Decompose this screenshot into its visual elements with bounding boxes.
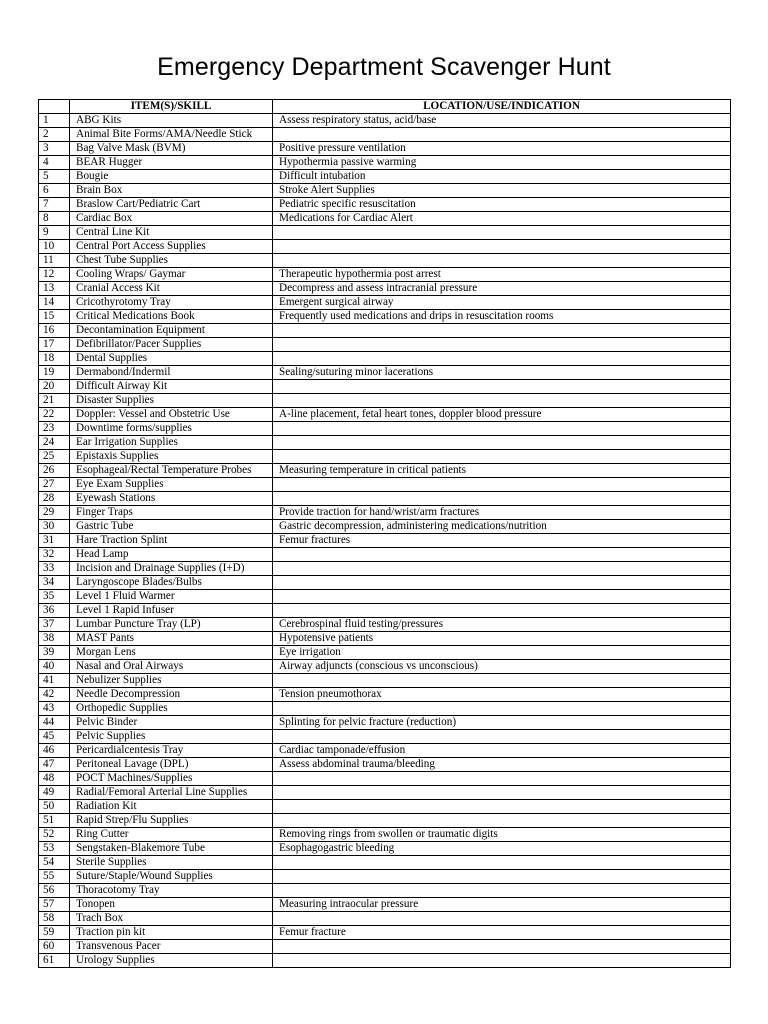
table-row <box>39 296 731 310</box>
table-row <box>39 590 731 604</box>
row-number: 58 <box>39 912 70 926</box>
row-number: 5 <box>39 170 70 184</box>
item-skill-cell: Eye Exam Supplies <box>70 478 273 492</box>
table-row <box>39 324 731 338</box>
table-row <box>39 632 731 646</box>
row-number: 40 <box>39 660 70 674</box>
row-number: 7 <box>39 198 70 212</box>
row-number: 13 <box>39 282 70 296</box>
location-use-cell: Esophagogastric bleeding <box>273 842 731 856</box>
header-item-skill: ITEM(S)/SKILL <box>70 100 273 114</box>
location-use-cell: Tension pneumothorax <box>273 688 731 702</box>
table-row <box>39 870 731 884</box>
table-row <box>39 716 731 730</box>
row-number: 6 <box>39 184 70 198</box>
location-use-cell: Gastric decompression, administering medications/nutrition <box>273 520 731 534</box>
row-number: 25 <box>39 450 70 464</box>
location-use-cell: Difficult intubation <box>273 170 731 184</box>
table-row <box>39 814 731 828</box>
location-use-cell <box>273 954 731 968</box>
row-number: 59 <box>39 926 70 940</box>
table-row <box>39 184 731 198</box>
row-number: 33 <box>39 562 70 576</box>
row-number: 38 <box>39 632 70 646</box>
table-row <box>39 268 731 282</box>
item-skill-cell: MAST Pants <box>70 632 273 646</box>
header-location-use-indication: LOCATION/USE/INDICATION <box>273 100 731 114</box>
item-skill-cell: Disaster Supplies <box>70 394 273 408</box>
location-use-cell <box>273 800 731 814</box>
table-row <box>39 534 731 548</box>
header-number <box>39 100 70 114</box>
row-number: 44 <box>39 716 70 730</box>
item-skill-cell: Decontamination Equipment <box>70 324 273 338</box>
item-skill-cell: Downtime forms/supplies <box>70 422 273 436</box>
table-row <box>39 170 731 184</box>
row-number: 32 <box>39 548 70 562</box>
item-skill-cell: Gastric Tube <box>70 520 273 534</box>
location-use-cell <box>273 422 731 436</box>
row-number: 22 <box>39 408 70 422</box>
row-number: 14 <box>39 296 70 310</box>
table-row <box>39 772 731 786</box>
table-row <box>39 842 731 856</box>
location-use-cell <box>273 730 731 744</box>
location-use-cell: Hypothermia passive warming <box>273 156 731 170</box>
row-number: 53 <box>39 842 70 856</box>
table-row <box>39 604 731 618</box>
table-row <box>39 786 731 800</box>
item-skill-cell: Defibrillator/Pacer Supplies <box>70 338 273 352</box>
table-row <box>39 282 731 296</box>
item-skill-cell: Brain Box <box>70 184 273 198</box>
table-row <box>39 926 731 940</box>
item-skill-cell: Central Line Kit <box>70 226 273 240</box>
location-use-cell: Provide traction for hand/wrist/arm fractures <box>273 506 731 520</box>
location-use-cell: Positive pressure ventilation <box>273 142 731 156</box>
item-skill-cell: Braslow Cart/Pediatric Cart <box>70 198 273 212</box>
item-skill-cell: Critical Medications Book <box>70 310 273 324</box>
row-number: 28 <box>39 492 70 506</box>
location-use-cell <box>273 702 731 716</box>
item-skill-cell: Level 1 Rapid Infuser <box>70 604 273 618</box>
table-row <box>39 576 731 590</box>
location-use-cell <box>273 436 731 450</box>
item-skill-cell: ABG Kits <box>70 114 273 128</box>
item-skill-cell: Central Port Access Supplies <box>70 240 273 254</box>
location-use-cell: Frequently used medications and drips in resuscitation rooms <box>273 310 731 324</box>
row-number: 24 <box>39 436 70 450</box>
scavenger-hunt-table <box>38 99 731 968</box>
table-row <box>39 954 731 968</box>
item-skill-cell: Cranial Access Kit <box>70 282 273 296</box>
location-use-cell <box>273 492 731 506</box>
item-skill-cell: Difficult Airway Kit <box>70 380 273 394</box>
item-skill-cell: Sterile Supplies <box>70 856 273 870</box>
table-row <box>39 338 731 352</box>
item-skill-cell: Ear Irrigation Supplies <box>70 436 273 450</box>
row-number: 47 <box>39 758 70 772</box>
location-use-cell <box>273 450 731 464</box>
row-number: 46 <box>39 744 70 758</box>
location-use-cell: Pediatric specific resuscitation <box>273 198 731 212</box>
item-skill-cell: Nebulizer Supplies <box>70 674 273 688</box>
table-row <box>39 856 731 870</box>
item-skill-cell: Doppler: Vessel and Obstetric Use <box>70 408 273 422</box>
row-number: 50 <box>39 800 70 814</box>
item-skill-cell: Laryngoscope Blades/Bulbs <box>70 576 273 590</box>
row-number: 16 <box>39 324 70 338</box>
item-skill-cell: Pelvic Supplies <box>70 730 273 744</box>
item-skill-cell: Hare Traction Splint <box>70 534 273 548</box>
row-number: 31 <box>39 534 70 548</box>
location-use-cell: Therapeutic hypothermia post arrest <box>273 268 731 282</box>
item-skill-cell: Pericardialcentesis Tray <box>70 744 273 758</box>
location-use-cell: Splinting for pelvic fracture (reduction) <box>273 716 731 730</box>
table-row <box>39 114 731 128</box>
table-row <box>39 310 731 324</box>
location-use-cell: Assess abdominal trauma/bleeding <box>273 758 731 772</box>
table-header-row <box>39 100 731 114</box>
table-row <box>39 492 731 506</box>
row-number: 27 <box>39 478 70 492</box>
location-use-cell <box>273 772 731 786</box>
table-row <box>39 142 731 156</box>
table-row <box>39 520 731 534</box>
location-use-cell <box>273 352 731 366</box>
row-number: 26 <box>39 464 70 478</box>
item-skill-cell: POCT Machines/Supplies <box>70 772 273 786</box>
location-use-cell <box>273 856 731 870</box>
row-number: 51 <box>39 814 70 828</box>
item-skill-cell: Peritoneal Lavage (DPL) <box>70 758 273 772</box>
location-use-cell: Cerebrospinal fluid testing/pressures <box>273 618 731 632</box>
table-row <box>39 422 731 436</box>
location-use-cell <box>273 478 731 492</box>
location-use-cell <box>273 324 731 338</box>
location-use-cell <box>273 254 731 268</box>
table-body <box>39 114 731 968</box>
table-row <box>39 730 731 744</box>
item-skill-cell: Head Lamp <box>70 548 273 562</box>
table-row <box>39 646 731 660</box>
location-use-cell <box>273 940 731 954</box>
table-row <box>39 198 731 212</box>
item-skill-cell: Animal Bite Forms/AMA/Needle Stick <box>70 128 273 142</box>
location-use-cell <box>273 590 731 604</box>
item-skill-cell: Thoracotomy Tray <box>70 884 273 898</box>
table-row <box>39 912 731 926</box>
item-skill-cell: Sengstaken-Blakemore Tube <box>70 842 273 856</box>
item-skill-cell: Finger Traps <box>70 506 273 520</box>
row-number: 15 <box>39 310 70 324</box>
table-row <box>39 156 731 170</box>
row-number: 37 <box>39 618 70 632</box>
location-use-cell: Sealing/suturing minor lacerations <box>273 366 731 380</box>
row-number: 36 <box>39 604 70 618</box>
item-skill-cell: BEAR Hugger <box>70 156 273 170</box>
table-row <box>39 940 731 954</box>
location-use-cell: Assess respiratory status, acid/base <box>273 114 731 128</box>
item-skill-cell: Bougie <box>70 170 273 184</box>
row-number: 29 <box>39 506 70 520</box>
item-skill-cell: Eyewash Stations <box>70 492 273 506</box>
item-skill-cell: Chest Tube Supplies <box>70 254 273 268</box>
table-row <box>39 674 731 688</box>
item-skill-cell: Cooling Wraps/ Gaymar <box>70 268 273 282</box>
location-use-cell <box>273 786 731 800</box>
item-skill-cell: Urology Supplies <box>70 954 273 968</box>
item-skill-cell: Bag Valve Mask (BVM) <box>70 142 273 156</box>
item-skill-cell: Tonopen <box>70 898 273 912</box>
location-use-cell <box>273 870 731 884</box>
item-skill-cell: Dermabond/Indermil <box>70 366 273 380</box>
table-row <box>39 408 731 422</box>
location-use-cell <box>273 674 731 688</box>
location-use-cell: Stroke Alert Supplies <box>273 184 731 198</box>
row-number: 57 <box>39 898 70 912</box>
row-number: 8 <box>39 212 70 226</box>
location-use-cell: Cardiac tamponade/effusion <box>273 744 731 758</box>
item-skill-cell: Level 1 Fluid Warmer <box>70 590 273 604</box>
table-row <box>39 436 731 450</box>
row-number: 9 <box>39 226 70 240</box>
table-row <box>39 352 731 366</box>
location-use-cell: Femur fractures <box>273 534 731 548</box>
item-skill-cell: Transvenous Pacer <box>70 940 273 954</box>
table-row <box>39 478 731 492</box>
location-use-cell <box>273 604 731 618</box>
row-number: 10 <box>39 240 70 254</box>
row-number: 39 <box>39 646 70 660</box>
row-number: 60 <box>39 940 70 954</box>
item-skill-cell: Ring Cutter <box>70 828 273 842</box>
row-number: 34 <box>39 576 70 590</box>
table-row <box>39 240 731 254</box>
table-row <box>39 688 731 702</box>
row-number: 49 <box>39 786 70 800</box>
table-row <box>39 744 731 758</box>
table-row <box>39 884 731 898</box>
location-use-cell: Removing rings from swollen or traumatic digits <box>273 828 731 842</box>
table-row <box>39 618 731 632</box>
item-skill-cell: Morgan Lens <box>70 646 273 660</box>
row-number: 19 <box>39 366 70 380</box>
row-number: 56 <box>39 884 70 898</box>
row-number: 18 <box>39 352 70 366</box>
location-use-cell: Airway adjuncts (conscious vs unconscious) <box>273 660 731 674</box>
table-row <box>39 366 731 380</box>
row-number: 35 <box>39 590 70 604</box>
location-use-cell <box>273 576 731 590</box>
item-skill-cell: Nasal and Oral Airways <box>70 660 273 674</box>
item-skill-cell: Incision and Drainage Supplies (I+D) <box>70 562 273 576</box>
item-skill-cell: Traction pin kit <box>70 926 273 940</box>
table-row <box>39 660 731 674</box>
location-use-cell <box>273 548 731 562</box>
row-number: 54 <box>39 856 70 870</box>
location-use-cell: Eye irrigation <box>273 646 731 660</box>
item-skill-cell: Epistaxis Supplies <box>70 450 273 464</box>
table-row <box>39 254 731 268</box>
row-number: 52 <box>39 828 70 842</box>
location-use-cell: Measuring temperature in critical patients <box>273 464 731 478</box>
row-number: 1 <box>39 114 70 128</box>
item-skill-cell: Radiation Kit <box>70 800 273 814</box>
location-use-cell <box>273 884 731 898</box>
item-skill-cell: Dental Supplies <box>70 352 273 366</box>
item-skill-cell: Rapid Strep/Flu Supplies <box>70 814 273 828</box>
item-skill-cell: Needle Decompression <box>70 688 273 702</box>
location-use-cell <box>273 912 731 926</box>
item-skill-cell: Cricothyrotomy Tray <box>70 296 273 310</box>
table-row <box>39 562 731 576</box>
table-row <box>39 548 731 562</box>
item-skill-cell: Radial/Femoral Arterial Line Supplies <box>70 786 273 800</box>
location-use-cell <box>273 380 731 394</box>
row-number: 43 <box>39 702 70 716</box>
row-number: 20 <box>39 380 70 394</box>
item-skill-cell: Trach Box <box>70 912 273 926</box>
location-use-cell <box>273 240 731 254</box>
row-number: 2 <box>39 128 70 142</box>
row-number: 41 <box>39 674 70 688</box>
location-use-cell: A-line placement, fetal heart tones, doppler blood pressure <box>273 408 731 422</box>
location-use-cell <box>273 394 731 408</box>
row-number: 21 <box>39 394 70 408</box>
location-use-cell <box>273 226 731 240</box>
table-row <box>39 450 731 464</box>
table-row <box>39 226 731 240</box>
row-number: 3 <box>39 142 70 156</box>
table-row <box>39 702 731 716</box>
table-row <box>39 506 731 520</box>
location-use-cell: Hypotensive patients <box>273 632 731 646</box>
row-number: 45 <box>39 730 70 744</box>
location-use-cell: Measuring intraocular pressure <box>273 898 731 912</box>
row-number: 17 <box>39 338 70 352</box>
row-number: 42 <box>39 688 70 702</box>
item-skill-cell: Cardiac Box <box>70 212 273 226</box>
location-use-cell <box>273 562 731 576</box>
row-number: 12 <box>39 268 70 282</box>
location-use-cell <box>273 338 731 352</box>
table-row <box>39 380 731 394</box>
row-number: 4 <box>39 156 70 170</box>
row-number: 48 <box>39 772 70 786</box>
item-skill-cell: Pelvic Binder <box>70 716 273 730</box>
table-row <box>39 394 731 408</box>
table-row <box>39 464 731 478</box>
location-use-cell <box>273 814 731 828</box>
table-row <box>39 212 731 226</box>
table-row <box>39 898 731 912</box>
table-row <box>39 800 731 814</box>
location-use-cell: Femur fracture <box>273 926 731 940</box>
row-number: 11 <box>39 254 70 268</box>
table-row <box>39 828 731 842</box>
row-number: 55 <box>39 870 70 884</box>
row-number: 23 <box>39 422 70 436</box>
table-row <box>39 758 731 772</box>
table-row <box>39 128 731 142</box>
location-use-cell: Decompress and assess intracranial pressure <box>273 282 731 296</box>
item-skill-cell: Lumbar Puncture Tray (LP) <box>70 618 273 632</box>
row-number: 30 <box>39 520 70 534</box>
location-use-cell: Emergent surgical airway <box>273 296 731 310</box>
location-use-cell: Medications for Cardiac Alert <box>273 212 731 226</box>
item-skill-cell: Orthopedic Supplies <box>70 702 273 716</box>
page-title: Emergency Department Scavenger Hunt <box>157 53 611 81</box>
item-skill-cell: Suture/Staple/Wound Supplies <box>70 870 273 884</box>
location-use-cell <box>273 128 731 142</box>
item-skill-cell: Esophageal/Rectal Temperature Probes <box>70 464 273 478</box>
row-number: 61 <box>39 954 70 968</box>
